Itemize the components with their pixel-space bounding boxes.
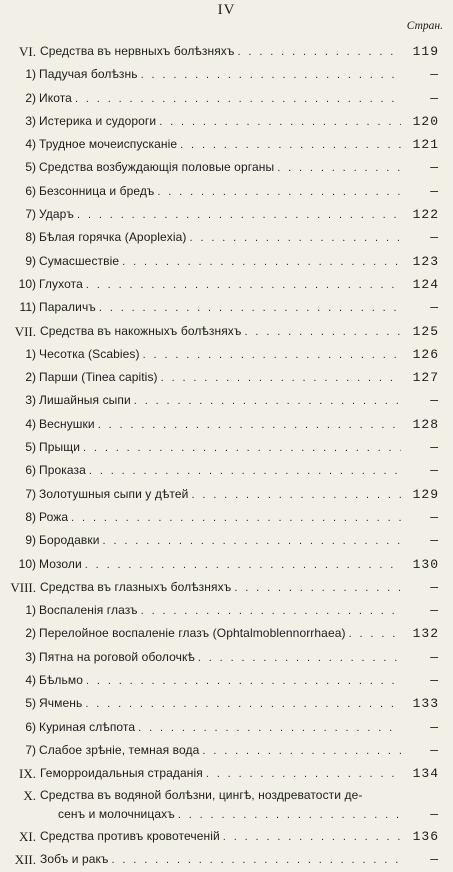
- toc-entry-row: [0, 506, 453, 529]
- entry-number: 1): [25, 67, 36, 82]
- dot-leader: [122, 251, 401, 274]
- entry-page-number: 132: [412, 626, 439, 642]
- entry-page-number: 119: [412, 44, 439, 59]
- dot-leader: [277, 157, 401, 180]
- dot-leader: [206, 763, 401, 786]
- dot-leader: [99, 297, 401, 320]
- toc-section-row: [0, 786, 453, 806]
- toc-entry-row: [0, 716, 453, 739]
- entry-page-number: 136: [412, 828, 439, 844]
- entry-number: 6): [25, 183, 36, 198]
- toc-section-row: [0, 762, 453, 785]
- entry-page-number: —: [430, 90, 439, 106]
- entry-number: 10): [18, 276, 36, 291]
- dot-leader: [85, 693, 401, 716]
- dot-leader: [141, 64, 401, 87]
- entry-number: 6): [25, 463, 36, 478]
- entry-page-number: 124: [412, 276, 439, 292]
- toc-section-row: [0, 320, 453, 343]
- dot-leader: [238, 41, 401, 64]
- entry-number: 2): [25, 370, 36, 385]
- entry-title: Средства противъ кровотеченій: [40, 828, 220, 843]
- entry-number: 8): [25, 230, 36, 245]
- dot-leader: [138, 717, 401, 740]
- dot-leader: [178, 806, 401, 826]
- entry-title: Пятна на роговой оболочкѣ: [39, 649, 195, 664]
- dot-leader: [161, 367, 401, 390]
- entry-page-number: 125: [412, 323, 439, 339]
- toc-entry-row: [0, 226, 453, 249]
- entry-number: 5): [25, 440, 36, 455]
- entry-page-number: —: [430, 579, 439, 595]
- entry-number: 11): [19, 300, 36, 315]
- entry-number: 9): [25, 533, 36, 548]
- entry-title: Золотушныя сыпи у дѣтей: [39, 486, 189, 501]
- toc-entry-row: [0, 553, 453, 576]
- toc-entry-row: [0, 389, 453, 412]
- entry-number: 2): [25, 626, 36, 641]
- dot-leader: [85, 554, 401, 577]
- toc-entry-row: [0, 203, 453, 226]
- entry-title: Перелойное воспаленіе глазъ (Ophtalmoblennorrhaea): [39, 626, 346, 641]
- entry-title: Средства въ нервныхъ болѣзняхъ: [40, 44, 235, 58]
- dot-leader: [83, 437, 401, 460]
- toc-entry-row: [0, 87, 453, 110]
- entry-title: сенъ и молочницахъ: [58, 807, 175, 821]
- dot-leader: [89, 460, 401, 483]
- entry-title: Прыщи: [39, 440, 80, 455]
- entry-title: Безсонница и бредъ: [39, 183, 155, 198]
- page-number: IV: [217, 2, 236, 18]
- toc-entry-row: [0, 669, 453, 692]
- entry-page-number: —: [430, 183, 439, 199]
- entry-page-number: 126: [412, 346, 439, 362]
- toc-entry-row: [0, 250, 453, 273]
- entry-number: 4): [25, 137, 36, 152]
- entry-page-number: 133: [412, 696, 439, 712]
- entry-title: Чесотка (Scabies): [39, 346, 140, 361]
- entry-page-number: 130: [412, 556, 439, 572]
- dot-leader: [75, 88, 401, 111]
- entry-title: Трудное мочеиспусканіе: [39, 137, 178, 152]
- entry-number: 7): [25, 742, 36, 757]
- entry-title: Рожа: [39, 509, 69, 524]
- entry-page-number: —: [430, 67, 439, 83]
- entry-number: 2): [25, 90, 36, 105]
- dot-leader: [143, 344, 401, 367]
- entry-page-number: 129: [412, 486, 439, 502]
- dot-leader: [202, 740, 401, 763]
- toc-entry-row: [0, 180, 453, 203]
- entry-page-number: —: [430, 719, 439, 735]
- entry-page-number: —: [430, 300, 439, 316]
- toc-section-row: [0, 805, 453, 825]
- toc-section-row: [0, 848, 453, 871]
- entry-number: XI.: [19, 828, 36, 844]
- entry-number: IX.: [19, 766, 36, 782]
- entry-number: 10): [18, 556, 36, 571]
- entry-title: Средства въ водяной болѣзни, цингѣ, ноздреватости де-: [40, 787, 363, 802]
- entry-title: Проказа: [39, 463, 86, 478]
- dot-leader: [141, 600, 401, 623]
- entry-title: Истерика и судороги: [39, 113, 157, 128]
- entry-page-number: —: [430, 649, 439, 665]
- entry-number: 8): [25, 509, 36, 524]
- entry-title: Сумасшествіе: [39, 253, 120, 268]
- entry-page-number: —: [430, 533, 439, 549]
- entry-number: 1): [25, 603, 36, 618]
- entry-number: 4): [25, 673, 36, 688]
- entry-number: 3): [25, 393, 36, 408]
- entry-page-number: —: [430, 673, 439, 689]
- entry-number: VIII.: [10, 579, 36, 595]
- entry-title: Воспаленія глазъ: [39, 603, 138, 618]
- entry-page-number: —: [430, 742, 439, 758]
- entry-title: Ячмень: [39, 696, 83, 711]
- dot-leader: [157, 181, 401, 204]
- entry-title: Средства въ накожныхъ болѣзняхъ: [40, 323, 242, 338]
- dot-leader: [198, 647, 401, 670]
- entry-number: 7): [25, 207, 36, 222]
- dot-leader: [159, 111, 401, 134]
- entry-page-number: 127: [412, 370, 439, 386]
- entry-title: Параличъ: [39, 300, 96, 315]
- entry-title: Падучая болѣзнь: [39, 67, 138, 82]
- toc-entry-row: [0, 296, 453, 319]
- entry-number: X.: [23, 787, 36, 803]
- entry-title: Ударъ: [39, 207, 75, 222]
- entry-number: 7): [25, 486, 36, 501]
- toc-entry-row: [0, 273, 453, 296]
- toc-entry-row: [0, 622, 453, 645]
- toc-entry-row: [0, 739, 453, 762]
- toc-entry-row: [0, 133, 453, 156]
- toc-section-row: [0, 825, 453, 848]
- entry-number: 1): [25, 346, 36, 361]
- entry-number: XII.: [14, 851, 36, 867]
- entry-title: Мозоли: [39, 556, 82, 571]
- entry-page-number: —: [430, 230, 439, 246]
- dot-leader: [180, 134, 401, 157]
- entry-title: Куриная слѣпота: [39, 719, 136, 734]
- page-column-label: Стран.: [406, 20, 443, 32]
- entry-title: Средства возбуждающія половые органы: [39, 160, 275, 175]
- entry-number: 5): [25, 696, 36, 711]
- dot-leader: [191, 484, 401, 507]
- dot-leader: [234, 577, 401, 600]
- entry-page-number: 122: [412, 207, 439, 223]
- toc-section-row: [0, 576, 453, 599]
- entry-page-number: —: [430, 160, 439, 176]
- toc-entry-row: [0, 529, 453, 552]
- entry-page-number: —: [430, 807, 439, 822]
- toc-entry-row: [0, 343, 453, 366]
- entry-title: Бѣлая горячка (Apoplexia): [39, 230, 187, 245]
- entry-title: Зобъ и ракъ: [40, 851, 109, 866]
- entry-page-number: 134: [412, 766, 439, 782]
- entry-page-number: 128: [412, 416, 439, 432]
- table-of-contents: [0, 40, 453, 871]
- entry-number: 3): [25, 113, 36, 128]
- entry-number: VI.: [19, 44, 36, 59]
- entry-title: Икота: [39, 90, 72, 105]
- toc-entry-row: [0, 436, 453, 459]
- entry-number: 3): [25, 649, 36, 664]
- entry-title: Парши (Tinea capitis): [39, 370, 158, 385]
- toc-entry-row: [0, 156, 453, 179]
- entry-title: Слабое зрѣніе, темная вода: [39, 742, 200, 757]
- entry-page-number: 123: [412, 253, 439, 269]
- entry-title: Лишайныя сыпи: [39, 393, 131, 408]
- entry-page-number: —: [430, 393, 439, 409]
- dot-leader: [245, 321, 401, 344]
- toc-entry-row: [0, 599, 453, 622]
- entry-title: Геморроидальныя страданія: [40, 766, 203, 781]
- entry-title: Средства въ глазныхъ болѣзняхъ: [40, 579, 232, 594]
- entry-page-number: —: [430, 463, 439, 479]
- entry-title: Веснушки: [39, 416, 95, 431]
- dot-leader: [98, 414, 401, 437]
- entry-title: Бородавки: [39, 533, 100, 548]
- entry-title: Бѣльмо: [39, 673, 84, 688]
- entry-number: 5): [25, 160, 36, 175]
- entry-page-number: —: [430, 603, 439, 619]
- entry-number: VII.: [14, 323, 36, 339]
- entry-page-number: 120: [412, 113, 439, 129]
- dot-leader: [103, 530, 401, 553]
- entry-page-number: —: [430, 509, 439, 525]
- toc-entry-row: [0, 366, 453, 389]
- entry-number: 4): [25, 416, 36, 431]
- dot-leader: [190, 227, 401, 250]
- dot-leader: [349, 623, 401, 646]
- toc-entry-row: [0, 692, 453, 715]
- dot-leader: [111, 849, 401, 872]
- toc-entry-row: [0, 63, 453, 86]
- toc-entry-row: [0, 110, 453, 133]
- toc-entry-row: [0, 459, 453, 482]
- toc-entry-row: [0, 413, 453, 436]
- entry-page-number: 121: [412, 137, 439, 153]
- entry-number: 9): [25, 253, 36, 268]
- dot-leader: [86, 670, 401, 693]
- entry-page-number: —: [430, 851, 439, 867]
- dot-leader: [134, 390, 401, 413]
- toc-entry-row: [0, 483, 453, 506]
- toc-section-row: [0, 40, 453, 63]
- toc-entry-row: [0, 646, 453, 669]
- dot-leader: [77, 204, 401, 227]
- entry-page-number: —: [430, 440, 439, 456]
- dot-leader: [223, 826, 401, 849]
- dot-leader: [71, 507, 401, 530]
- dot-leader: [86, 274, 401, 297]
- entry-number: 6): [25, 719, 36, 734]
- entry-title: Глухота: [39, 276, 83, 291]
